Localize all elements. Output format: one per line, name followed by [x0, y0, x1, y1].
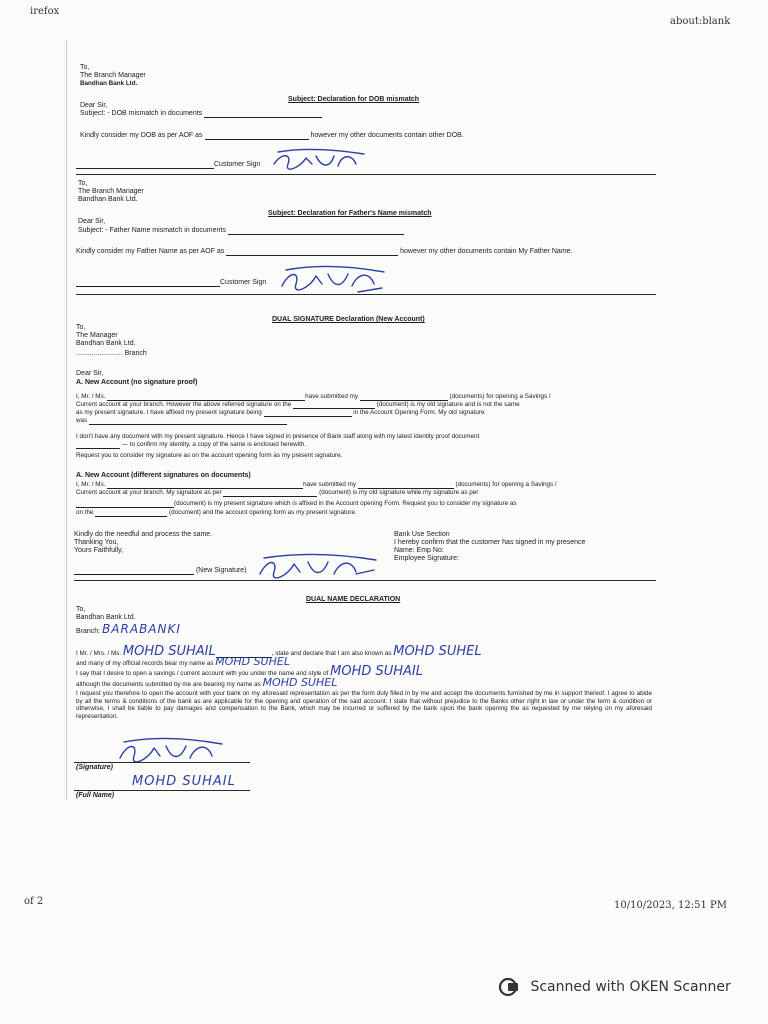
s1-customer-signature [272, 148, 368, 174]
scanner-logo-icon [498, 977, 520, 997]
s3-a-line6: — to confirm my identity, a copy of the same is enclosed herewith. [76, 441, 306, 449]
s4-signature-line [74, 762, 250, 763]
s2-subject-title: Subject: Declaration for Father's Name mismatch [268, 210, 432, 217]
s4-name2: MOHD SUHAIL [330, 664, 424, 679]
s1-subject-title: Subject: Declaration for DOB mismatch [288, 96, 420, 103]
s3-new-signature: (New Signature) [74, 567, 247, 575]
s2-divider [76, 294, 656, 295]
s3-branch: ........................ Branch [76, 350, 147, 357]
s4-fullname-value: MOHD SUHAIL [132, 774, 236, 789]
s2-customer-signature [278, 264, 388, 294]
s3-dear: Dear Sir, [76, 370, 104, 377]
s4-paragraph: I request you therefore to open the account with your bank on my aforesaid representation as per the form duly filled in by me and accept the documents furnished by me in support thereof. I agree to abide by all the terms & conditions of the bank as are applicable for the opening and operation of the said account. I state that without prejudice to the Banks other right in law or under the term & condition or otherwise, I shall be liable to pay damages and compensation to the Bank, which may be incurred or suffered by the bank upon the bank opening the as requested by me relying on my aforesaid representation. [76, 690, 652, 721]
s3-a-line3: as my present signature. I have affixed my present signature being in the Account Opening Form. My old signature [76, 409, 485, 416]
s3-b-line4: on the (document) and the account opening form as my present signature. [76, 509, 357, 516]
s4-alias2: MOHD SUHEL [215, 655, 290, 668]
s1-dear: Dear Sir, [80, 102, 108, 109]
s4-branch: Branch: BARABANKI [76, 622, 181, 636]
s1-to: To, [80, 64, 90, 71]
print-datetime: 10/10/2023, 12:51 PM [614, 900, 727, 911]
s2-bank: Bandhan Bank Ltd. [78, 196, 138, 203]
s3-bank-use: Bank Use Section [394, 531, 450, 538]
s1-consider: Kindly consider my DOB as per AOF as however my other documents contain other DOB. [80, 132, 464, 139]
s4-signature-mark [116, 736, 226, 764]
s1-subject-line: Subject: - DOB mismatch in documents [80, 110, 322, 118]
s3-title: DUAL SIGNATURE Declaration (New Account) [272, 316, 425, 323]
s3-divider [74, 580, 656, 581]
s3-b-heading: A. New Account (different signatures on documents) [76, 472, 251, 479]
s3-bank-name: Name: Emp No: [394, 547, 444, 554]
s2-customer-sign: Customer Sign [76, 279, 266, 287]
browser-title-left: irefox [30, 6, 60, 17]
s3-a-heading: A. New Account (no signature proof) [76, 379, 198, 386]
s4-line2: and many of my official records bear my name as MOHD SUHEL [76, 655, 290, 668]
s1-divider [76, 174, 656, 175]
s2-recipient: The Branch Manager [78, 188, 144, 195]
s2-consider: Kindly consider my Father Name as per AOF as however my other documents contain My Father Name. [76, 248, 573, 255]
s4-fullname-label: (Full Name) [76, 792, 115, 799]
s3-a-line2: Current account at your branch. However the above referred signature on the (document) is my old signature and is not the same [76, 401, 520, 408]
s3-a-line4: was [76, 417, 287, 425]
s1-customer-sign: Customer Sign [76, 161, 260, 169]
s4-signature-label: (Signature) [76, 764, 113, 771]
s3-bank: Bandhan Bank Ltd. [76, 340, 136, 347]
s3-b-line3: (document) is my present signature which is affixed in the Account opening Form. Request you to consider my signature as [76, 500, 517, 508]
s4-line3: I say that I desire to open a savings / current account with you under the name and style of MOHD SUHAIL [76, 664, 424, 679]
s4-bank: Bandhan Bank Ltd. [76, 614, 136, 621]
s1-recipient: The Branch Manager [80, 72, 146, 79]
s3-closing-2: Thanking You, [74, 539, 119, 546]
s2-subject-line: Subject: - Father Name mismatch in documents [78, 227, 404, 235]
scan-edge [66, 40, 67, 800]
s3-a-line5: I don't have any document with my present signature. Hence I have signed in presence of Bank staff along with my latest identity proof document [76, 433, 480, 440]
s3-b-line1: I, Mr. / Ms. have submitted my (documents) for opening a Savings / [76, 481, 557, 488]
s4-alias3: MOHD SUHEL [262, 676, 338, 689]
s3-closing-3: Yours Faithfully, [74, 547, 124, 554]
s4-title: DUAL NAME DECLARATION [306, 596, 401, 603]
s2-to: To, [78, 180, 88, 187]
s4-fullname-line [74, 790, 250, 791]
s4-branch-value: BARABANKI [102, 622, 181, 636]
s3-new-signature-mark [256, 552, 380, 582]
s4-line1: I Mr. / Mrs. / Ms. MOHD SUHAIL , state and declare that I am also known as MOHD SUHEL [76, 644, 482, 659]
s3-a-line7: Request you to consider my signature as on the account opening form as my present signature. [76, 452, 343, 459]
s3-bank-confirm: I hereby confirm that the customer has signed in my presence [394, 539, 586, 546]
s2-dear: Dear Sir, [78, 218, 106, 225]
page-count: of 2 [24, 896, 44, 907]
browser-url: about:blank [670, 16, 731, 27]
s3-b-line2: Current account at your branch. My signature as per (document) is my old signature while my signature as per [76, 489, 479, 496]
scanner-text: Scanned with OKEN Scanner [530, 979, 731, 995]
s4-alias1: MOHD SUHEL [393, 644, 482, 659]
s3-to: To, [76, 324, 86, 331]
s4-name1: MOHD SUHAIL [122, 644, 216, 659]
s4-to: To, [76, 606, 86, 613]
scanner-watermark [498, 977, 731, 997]
s4-line4: although the documents submitted by me are bearing my name as MOHD SUHEL [76, 676, 338, 689]
s3-closing-1: Kindly do the needful and process the same. [74, 531, 213, 538]
s3-a-line1: I, Mr. / Ms. have submitted my (documents) for opening a Savings / [76, 393, 551, 400]
s1-bank: Bandhan Bank Ltd. [80, 80, 138, 87]
s3-bank-emp-sig: Employee Signature: [394, 555, 459, 562]
s3-recipient: The Manager [76, 332, 118, 339]
